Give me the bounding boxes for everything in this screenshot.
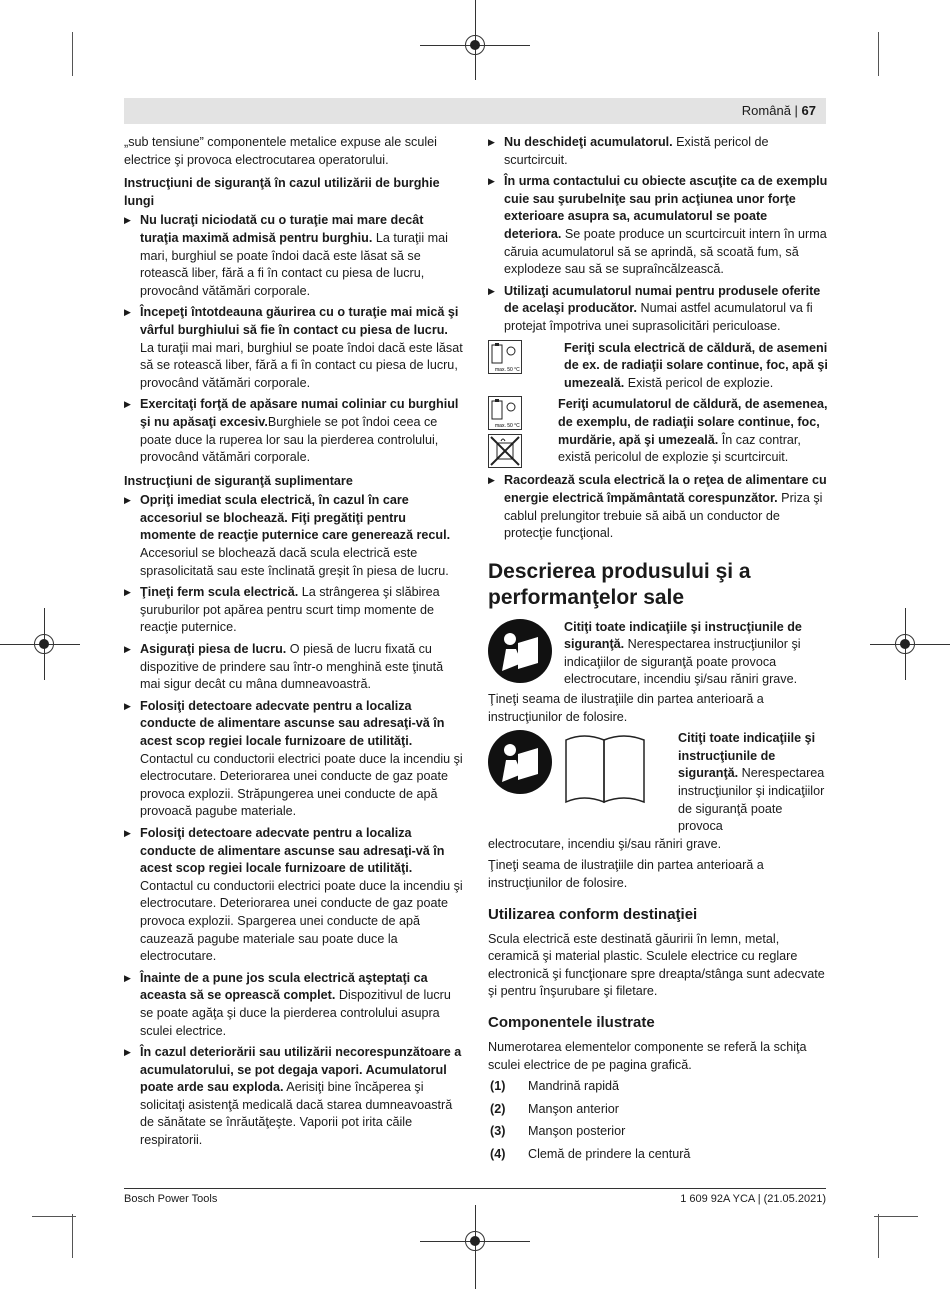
component-number: (2): [490, 1101, 506, 1116]
bullet-bold: Nu lucraţi niciodată cu o turaţie mai mare decât turaţia maximă admisă pentru burghiu.: [140, 213, 424, 245]
subsection-title: Utilizarea conform destinaţiei: [488, 905, 698, 923]
warning-bold: Feriţi acumulatorul de căldură, de asemenea, de exemplu, de radiaţii solare continue, foc, murdărie, apă şi umezeală.: [558, 397, 828, 447]
bullet-text: Numai astfel acumulatorul va fi protejat împotriva unei suprasolicitări periculoase.: [504, 301, 813, 333]
read-manual-icon: [488, 730, 552, 794]
bullet-bold: Începeţi întotdeauna găurirea cu o turaţie mai mică şi vârful burghiului să fie în contact cu piesa de lucru.: [140, 305, 459, 337]
read-body: Nerespectarea instrucţiunilor şi indicaţiilor de siguranţă poate provoca: [678, 766, 825, 834]
registration-mark-icon: [895, 634, 915, 654]
footer-divider: [124, 1188, 826, 1189]
registration-mark-icon: [465, 1231, 485, 1251]
crop-mark: [72, 1214, 73, 1258]
bullet-bold: Folosiţi detectoare adecvate pentru a localiza conducte de alimentare ascunse sau adresaţi-vă în acest scop regiei locale furnizoare de utilităţi.: [140, 698, 445, 748]
bullet-bold: Opriţi imediat scula electrică, în cazul în care accesoriul se blochează. Fiţi pregătiţi pentru momente de reacţie puternice care generează recul.: [140, 493, 451, 543]
component-item: [488, 1078, 828, 1096]
bullet-item: [124, 698, 464, 821]
read-manual-text: [678, 730, 828, 836]
bullet-item: [488, 283, 828, 336]
icon-container: [564, 730, 670, 836]
bullet-text: La turaţii mai mari, burghiul se poate îndoi dacă este lăsat să se rotească liber, fără a fi în contact cu piesa de lucru, provocând vătămări corporale.: [140, 340, 463, 390]
bullet-text: O piesă de lucru fixată cu dispozitive de prindere sau într-o menghină este ţinută mai sigur decât cu mâna dumneavoastră.: [140, 642, 444, 692]
temperature-warning-icon: [488, 340, 522, 374]
page-header: [124, 98, 826, 124]
footer-brand: Bosch Power Tools: [124, 1193, 218, 1205]
bullet-bold: Utilizaţi acumulatorul numai pentru produsele oferite de acelaşi producător.: [504, 283, 821, 316]
paragraph: Scula electrică este destinată găuririi în lemn, metal, ceramică şi material plastic. Sculele electrice cu reglare electronică şi funcţionare spre dreapta/stânga sunt adecvate şi pentru înşurubare şi filetare.: [488, 931, 825, 999]
bullet-item: [488, 173, 828, 279]
battery-temperature-icon: [488, 396, 522, 430]
text: „sub tensiune” componentele metalice expuse ale sculei electrice şi provoca electrocutarea operatorului.: [124, 135, 437, 167]
read-manual-row: [488, 619, 828, 689]
component-number: (1): [490, 1079, 506, 1094]
component-label: Manşon posterior: [528, 1124, 626, 1139]
warning-row: [488, 396, 828, 468]
read-body: Nerespectarea instrucţiunilor şi indicaţiilor de siguranţă poate provoca electrocutare, incendiu şi/sau răniri grave.: [564, 637, 801, 687]
bullet-item: [124, 584, 464, 637]
component-label: Mandrină rapidă: [528, 1079, 620, 1094]
warning-text: [558, 396, 828, 468]
read-manual-text: [564, 619, 828, 689]
bullet-item: [124, 396, 464, 466]
temperature-label: max. 50 °C: [495, 423, 520, 430]
read-bold: Citiţi toate indicaţiile şi instrucţiunile de siguranţă.: [564, 619, 802, 652]
bullet-text: La turaţii mai mari, burghiul se poate îndoi dacă este lăsat să se rotească liber, fără a fi în contact cu piesa de lucru, provocând vătămări corporale.: [140, 230, 448, 298]
bullet-bold: Nu deschideţi acumulatorul.: [504, 135, 673, 149]
crop-mark: [878, 1214, 879, 1258]
bullet-item: [124, 970, 464, 1040]
registration-mark-icon: [34, 634, 54, 654]
components-list: [488, 1078, 828, 1163]
bullet-text: Contactul cu conductorii electrici poate duce la incendiu şi electrocutare. Deteriorarea unei conducte de gaz poate provoca explozii. Spargerea unei conducte de apă cauzează pagube materiale sau poate duce la electrocutare.: [140, 878, 463, 964]
bullet-item: [124, 304, 464, 392]
bullet-item: [488, 472, 828, 542]
component-item: [488, 1146, 828, 1164]
paragraph: electrocutare, incendiu şi/sau răniri grave.: [488, 836, 722, 851]
section-title: Descrierea produsului şi a performanţelor sale: [488, 559, 751, 609]
bullet-item: [124, 825, 464, 966]
warning-bold: Feriţi scula electrică de căldură, de asemeni de ex. de radiaţii solare continue, foc, apă şi umezeală.: [564, 340, 828, 390]
component-label: Clemă de prindere la centură: [528, 1146, 691, 1161]
component-label: Manşon anterior: [528, 1101, 620, 1116]
registration-mark-icon: [465, 35, 485, 55]
bullet-text: Priza şi cablul prelungitor trebuie să aibă un conductor de protecţie funcţional.: [504, 490, 823, 541]
icon-container: [488, 396, 550, 468]
paragraph: Ţineţi seama de ilustraţiile din partea anterioară a instrucţiunilor de folosire.: [488, 692, 764, 724]
temperature-label: max. 50 °C: [495, 366, 520, 373]
warning-text: [564, 340, 828, 393]
bullet-item: [124, 1044, 464, 1150]
no-water-fire-icon: [488, 434, 522, 468]
crop-mark: [32, 1216, 76, 1217]
bullet-bold: Folosiţi detectoare adecvate pentru a localiza conducte de alimentare ascunse sau adresaţi-vă în acest scop regiei locale furnizoare de utilităţi.: [140, 825, 445, 876]
bullet-bold: În cazul deteriorării sau utilizării necorespunzătoare a acumulatorului, se pot degaja vapori. Acumulatorul poate arde sau exploda.: [140, 1045, 462, 1095]
page-number: 67: [801, 103, 816, 118]
book-icon: [564, 730, 646, 806]
bullet-text: Există pericol de scurtcircuit.: [504, 135, 769, 167]
warning-body: Există pericol de explozie.: [624, 375, 774, 390]
bullet-bold: În urma contactului cu obiecte ascuţite ca de exemplu cuie sau şurubelniţe sau prin acţiunea unor forţe exterioare asupra sa, acumulatorul se poate deteriora.: [504, 174, 828, 241]
bullet-bold: Asiguraţi piesa de lucru.: [140, 642, 287, 657]
bullet-text: Aerisiţi bine încăperea şi solicitaţi asistenţă medicală dacă starea dumneavoastră de sănătate se înrăutăţeşte. Vaporii pot irita căile respiratorii.: [140, 1080, 453, 1148]
right-column: [488, 134, 828, 1169]
left-column: [124, 134, 464, 1154]
bullet-text: Accesoriul se blochează dacă scula electrică este sprasolicitată sau este înclinată greşit în piesa de lucru.: [140, 546, 449, 578]
crop-mark: [878, 32, 879, 76]
bullet-text: La strângerea şi slăbirea şuruburilor pot apărea pentru scurt timp momente de reacţie puternice.: [140, 585, 440, 635]
crop-mark: [874, 1216, 918, 1217]
header-language-page: Română | 67: [741, 103, 816, 118]
warning-body: În caz contrar, există pericolul de explozie şi scurtcircuit.: [558, 432, 801, 465]
paragraph: Ţineţi seama de ilustraţiile din partea anterioară a instrucţiunilor de folosire.: [488, 858, 764, 890]
header-language: Română: [741, 103, 791, 118]
paragraph: Numerotarea elementelor componente se referă la schiţa sculei electrice de pe pagina grafică.: [488, 1039, 807, 1072]
bullet-text: Se poate produce un scurtcircuit intern în urma căruia acumulatorul să se aprindă, să scoată fum, să explodeze sau să se supraîncălzească.: [504, 226, 827, 277]
bullet-text: Burghiele se pot îndoi ceea ce poate duce la ruperea lor sau la pierderea controlului, provocând vătămări corporale.: [140, 414, 439, 465]
warning-row: [488, 340, 828, 393]
bullet-bold: Exercitaţi forţă de apăsare numai coliniar cu burghiul şi nu apăsaţi excesiv.: [140, 397, 459, 429]
bullet-item: [124, 212, 464, 300]
icon-container: [488, 730, 556, 836]
bullet-text: Contactul cu conductorii electrici poate duce la incendiu şi electrocutare. Deteriorarea unei conducte de gaz poate provoca explozii. Străpungerea unei conducte de apă provoacă pagube materiale.: [140, 751, 463, 819]
bullet-bold: Racordează scula electrică la o reţea de alimentare cu energie electrică împământată corespunzător.: [504, 473, 827, 505]
read-manual-row: [488, 730, 828, 836]
bullet-item: [124, 492, 464, 580]
icon-container: [488, 340, 556, 393]
component-number: (3): [490, 1124, 506, 1139]
bullet-item: [124, 641, 464, 694]
subsection-title: Componentele ilustrate: [488, 1013, 655, 1031]
component-item: [488, 1123, 828, 1141]
read-bold: Citiţi toate indicaţiile şi instrucţiunile de siguranţă.: [678, 731, 816, 781]
icon-container: [488, 619, 556, 689]
bullet-bold: Ţineţi ferm scula electrică.: [140, 585, 299, 600]
bullet-item: [488, 134, 828, 169]
bullet-text: Dispozitivul de lucru se poate agăţa şi duce la pierderea controlului asupra sculei electrice.: [140, 988, 451, 1038]
section-heading: Instrucţiuni de siguranţă în cazul utilizării de burghie lungi: [124, 176, 440, 208]
component-item: [488, 1101, 828, 1119]
paragraph: [124, 134, 464, 169]
crop-mark: [72, 32, 73, 76]
component-number: (4): [490, 1146, 506, 1161]
section-heading: Instrucţiuni de siguranţă suplimentare: [124, 473, 353, 488]
footer-doc-id: 1 609 92A YCA | (21.05.2021): [680, 1193, 826, 1205]
read-manual-icon: [488, 619, 552, 683]
bullet-bold: Înainte de a pune jos scula electrică aşteptaţi ca aceasta să se oprească complet.: [140, 970, 428, 1003]
